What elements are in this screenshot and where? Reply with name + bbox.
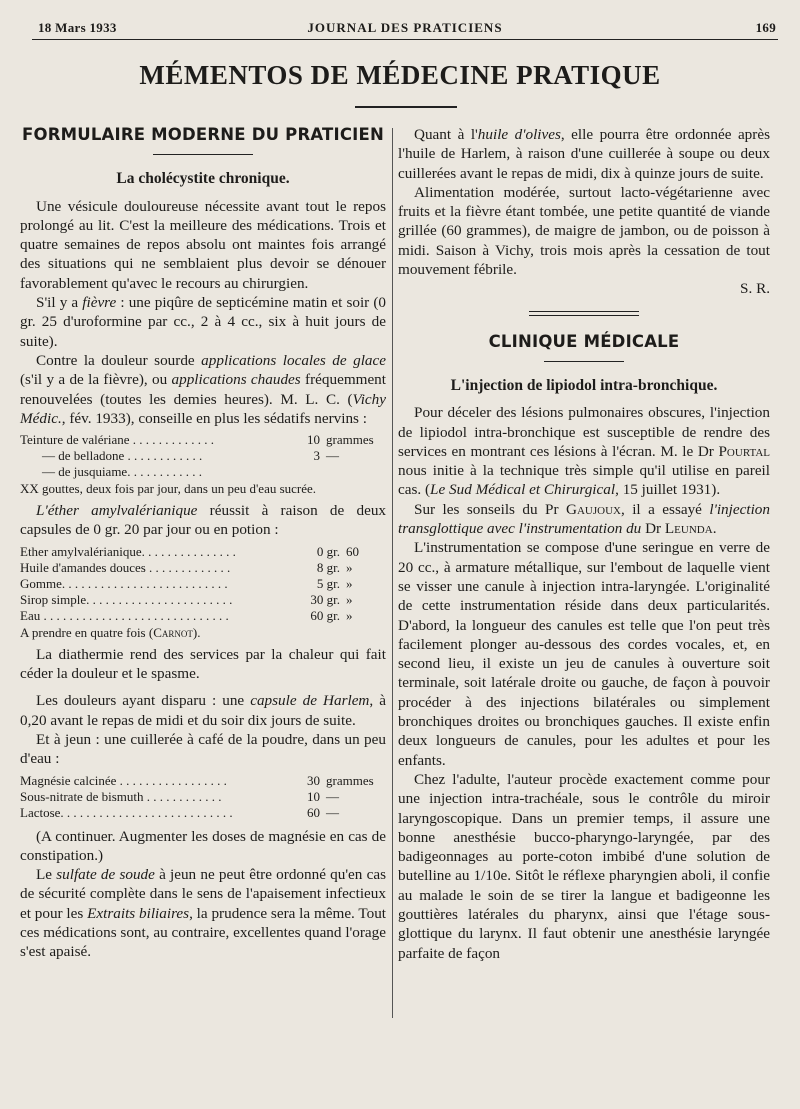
prescription-row: Sous-nitrate de bismuth . . . . . . . . . . . . 10 — bbox=[20, 788, 339, 804]
article-title-lipiodol: L'injection de lipiodol intra-bronchique. bbox=[450, 376, 718, 394]
prescription-row: Huile d'amandes douces . . . . . . . . . . . . . 8 gr. » bbox=[20, 559, 353, 575]
prescription-row: Lactose. . . . . . . . . . . . . . . . . . . . . . . . . . . 60 — bbox=[20, 804, 339, 820]
prescription-row: Ether amylvalérianique. . . . . . . . . . . . . . . 0 gr. 60 bbox=[20, 543, 359, 559]
prescription-note: A prendre en quatre fois (Carnot). bbox=[20, 624, 201, 640]
right-column bbox=[398, 125, 770, 963]
title-rule bbox=[355, 106, 457, 108]
prescription-row: Magnésie calcinée . . . . . . . . . . . . . . . . . 30 grammes bbox=[20, 772, 374, 788]
paragraph: Chez l'adulte, l'auteur procède exactement comme pour une injection intra-trachéale, sous le contrôle du miroir laryngoscopique. Dans un premier temps, il assure une bonne anesthésie bucco-pharyngo-laryngée, par des badigeonnages au porte-coton imbibé d'une solution de butelline au 1/10e. Sitôt le réflexe pharyngien aboli, il confie au malade le soin de se tirer la langue et badigeonne les gouttières latérales du pharynx, ainsi que l'étage sous-glottique du larynx. Il faut obtenir une anesthésie laryngée parfaite de façon bbox=[398, 770, 770, 962]
prescription-potion bbox=[20, 544, 386, 641]
header-rule bbox=[32, 39, 778, 40]
paragraph: Pour déceler des lésions pulmonaires obscures, l'injection de lipiodol intra-bronchique est susceptible de rendre des services en montrant ces lésions à l'écran. M. le Dr Pourtal nous initie à la technique très simple qu'il utilise en pareil cas. (Le Sud Médical et Chirurgical, 15 juillet 1931). bbox=[398, 404, 770, 499]
article-title-cholecystite: La cholécystite chronique. bbox=[116, 170, 290, 188]
paragraph: Les douleurs ayant disparu : une capsule de Harlem, à 0,20 avant le repas de midi et du soir dix jours de suite. bbox=[20, 692, 386, 729]
paragraph: Le sulfate de soude à jeun ne peut être ordonné qu'en cas de sécurité complète dans le sens de l'apaisement infectieux et pour les Extraits biliaires, la prudence sera la même. Tout ces médications sont, au contraire, excellentes quand l'orage s'est apaisé. bbox=[20, 866, 387, 961]
section-title-clinique: CLINIQUE MÉDICALE bbox=[488, 331, 680, 351]
prescription-row: Eau . . . . . . . . . . . . . . . . . . . . . . . . . . . . . 60 gr. » bbox=[20, 607, 353, 623]
section-rule bbox=[544, 361, 624, 362]
prescription-row: Sirop simple. . . . . . . . . . . . . . . . . . . . . . . 30 gr. » bbox=[20, 591, 353, 607]
paragraph: L'éther amylvalérianique réussit à raison de deux capsules de 0 gr. 20 par jour ou en potion : bbox=[20, 502, 387, 539]
page-number: 169 bbox=[755, 20, 776, 35]
prescription-note: XX gouttes, deux fois par jour, dans un peu d'eau sucrée. bbox=[20, 481, 317, 497]
running-head bbox=[32, 16, 778, 38]
column-divider bbox=[392, 128, 393, 1018]
prescription-poudre bbox=[20, 773, 386, 821]
paragraph: Une vésicule douloureuse nécessite avant tout le repos prolongé au lit. C'est la meilleure des médications. Trois et quatre semaines de repos absolu ont maintes fois arrangé des situations qui ne semblaient plus devoir se dénouer favorablement qu'avec le recours au chirurgien. bbox=[20, 197, 386, 292]
prescription-sedatifs bbox=[20, 432, 386, 497]
main-title: MÉMENTOS DE MÉDECINE PRATIQUE bbox=[139, 60, 661, 90]
paragraph: Quant à l'huile d'olives, elle pourra être ordonnée après l'huile de Harlem, à raison d'une cuillerée à soupe ou deux cuillerées avant le repas de midi, dix à quinze jours de suite. bbox=[398, 126, 770, 182]
double-rule bbox=[529, 311, 639, 316]
left-column bbox=[20, 125, 386, 962]
paragraph: S'il y a fièvre : une piqûre de septicémine matin et soir (0 gr. 25 d'uroformine par cc., 2 à 4 cc., six à huit jours de suite). bbox=[20, 294, 386, 350]
prescription-row: Teinture de valériane . . . . . . . . . . . . . 10 grammes bbox=[20, 432, 374, 448]
paragraph: L'instrumentation se compose d'une seringue en verre de 20 cc., à armature métallique, sur l'embout de laquelle vient se visser une canule à injection intra-laryngée. L'originalité de cette instrumentation réside dans deux particularités. D'abord, la longueur des canules est telle que l'on peut très facilement plonger au-dessous des cordes vocales, et, en second lieu, il existe un jeu de canules à ouverture soit terminale, soit latérale droite ou gauche, de façon à pouvoir procéder à des injections bilatérales ou simplement bronchiques droites ou bronchiques gauches. Il existe enfin deux longueurs de canules, pour les adultes et pour les enfants. bbox=[398, 539, 770, 769]
paragraph: La diathermie rend des services par la chaleur qui fait céder la douleur et le spasme. bbox=[20, 645, 386, 683]
journal-name: JOURNAL DES PRATICIENS bbox=[307, 20, 503, 35]
paragraph: (A continuer. Augmenter les doses de magnésie en cas de constipation.) bbox=[20, 827, 386, 864]
paragraph: Contre la douleur sourde applications locales de glace (s'il y a de la fièvre), ou applications chaudes fréquemment renouvelées (toutes les demies heures). M. L. C. (Vichy Médic., fév. 1933), conseille en plus les sédatifs nervins : bbox=[20, 351, 386, 427]
section-rule bbox=[153, 154, 253, 155]
prescription-row: — de belladone . . . . . . . . . . . . 3 — bbox=[42, 448, 339, 464]
paragraph: Sur les sonseils du Pr Gaujoux, il a essayé l'injection transglottique avec l'instrumentation du Dr Leunda. bbox=[398, 500, 770, 538]
issue-date: 18 Mars 1933 bbox=[38, 20, 117, 35]
paragraph: Alimentation modérée, surtout lacto-végétarienne avec fruits et la fièvre étant tombée, une petite quantité de viande grillée (60 grammes), de maigre de jambon, ou de poisson à midi. Saison à Vichy, trois mois après la cessation de tout mouvement fébrile. bbox=[398, 183, 770, 279]
prescription-row: Gomme. . . . . . . . . . . . . . . . . . . . . . . . . . 5 gr. » bbox=[20, 575, 353, 591]
prescription-row: — de jusquiame. . . . . . . . . . . . bbox=[42, 464, 202, 480]
author-signature: S. R. bbox=[740, 280, 770, 298]
paragraph: Et à jeun : une cuillerée à café de la poudre, dans un peu d'eau : bbox=[20, 730, 386, 768]
section-title-formulaire: FORMULAIRE MODERNE DU PRATICIEN bbox=[22, 125, 384, 144]
